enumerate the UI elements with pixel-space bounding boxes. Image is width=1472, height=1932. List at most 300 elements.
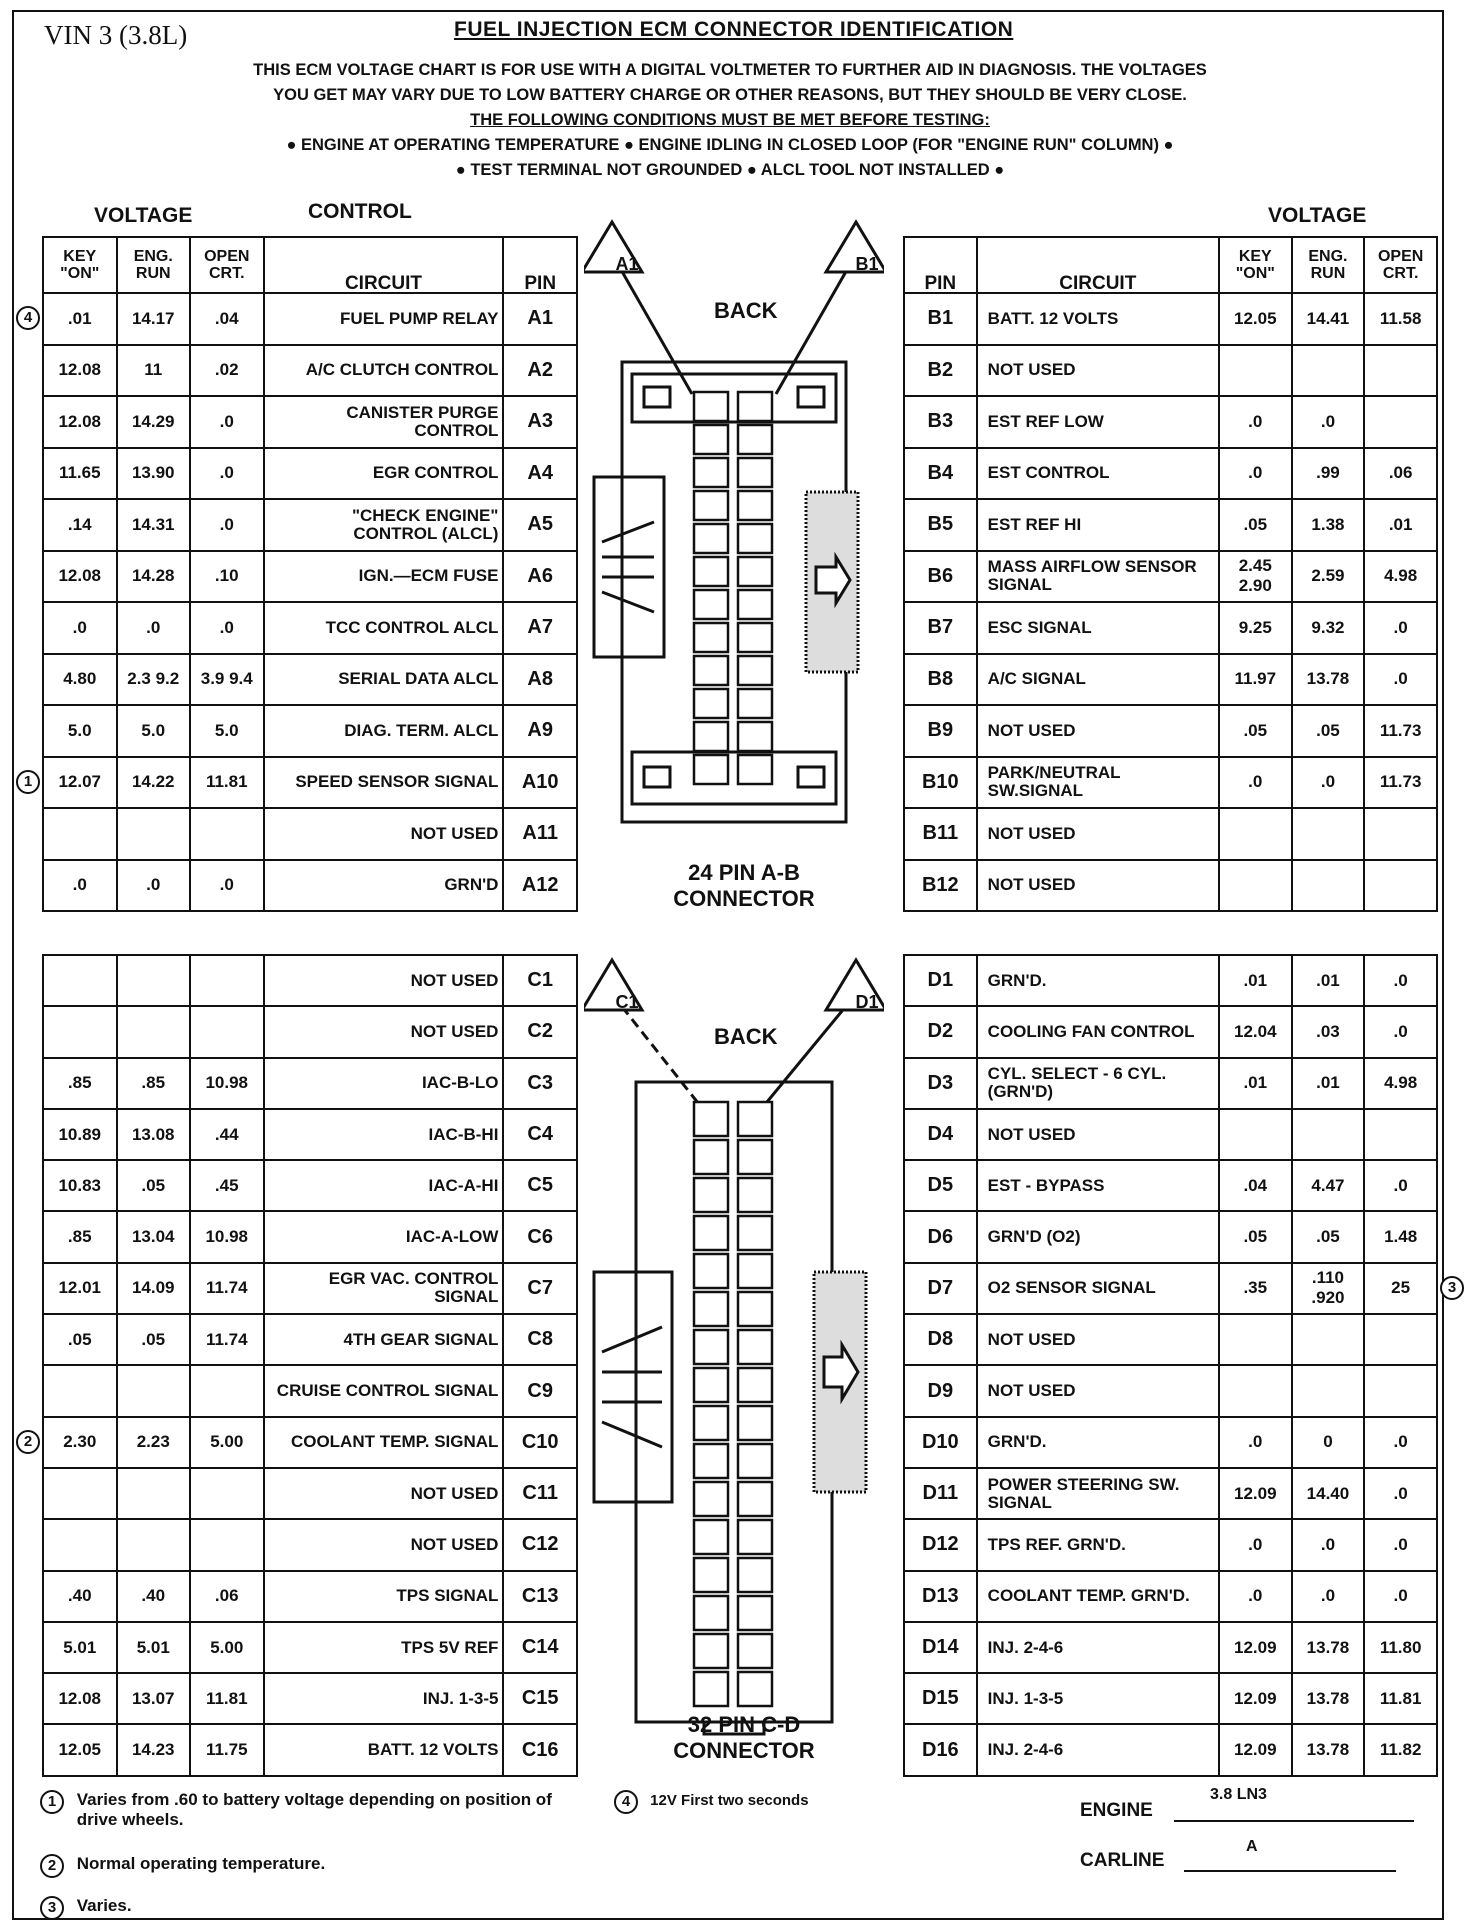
open-crt-value: .0	[1364, 1417, 1437, 1468]
key-on-value: 10.83	[43, 1160, 117, 1211]
eng-run-value: 14.28	[117, 551, 191, 603]
table-row	[43, 860, 577, 912]
key-on-value: .14	[43, 499, 117, 551]
connector-ab-pin-cell	[694, 755, 728, 784]
eng-run-value: 14.09	[117, 1263, 191, 1314]
open-crt-value	[1364, 345, 1437, 397]
col-eng-run: ENG. RUN	[117, 237, 191, 293]
key-on-value: 11.65	[43, 448, 117, 500]
carline-line	[1184, 1840, 1396, 1872]
open-crt-value: 11.80	[1364, 1622, 1437, 1673]
footnote-4	[614, 1790, 809, 1814]
open-crt-value	[190, 808, 264, 860]
connector-cd-pin-cell	[694, 1558, 728, 1592]
key-on-value: 4.80	[43, 654, 117, 706]
open-crt-value	[1364, 1365, 1437, 1416]
open-crt-value: .06	[1364, 448, 1437, 500]
table-row	[43, 1519, 577, 1570]
circuit-name: "CHECK ENGINE" CONTROL (ALCL)	[264, 499, 504, 551]
footnote-4-marker: 4	[614, 1790, 638, 1814]
open-crt-value: .0	[190, 602, 264, 654]
circuit-name: A/C CLUTCH CONTROL	[264, 345, 504, 397]
pin-id: B5	[904, 499, 977, 551]
eng-run-value: 13.08	[117, 1109, 191, 1160]
key-on-value: 12.09	[1219, 1622, 1292, 1673]
eng-run-value	[1292, 808, 1365, 860]
connector-cd-pin-cell	[738, 1520, 772, 1554]
key-on-value: .01	[43, 293, 117, 345]
table-row	[904, 1314, 1437, 1365]
connector-ab-pin-cell	[694, 656, 728, 685]
pin-id: C13	[503, 1571, 577, 1622]
open-crt-value: .0	[1364, 654, 1437, 706]
key-on-value: 12.05	[1219, 293, 1292, 345]
eng-run-value: 14.17	[117, 293, 191, 345]
intro-text	[34, 58, 1426, 183]
eng-run-value: 2.59	[1292, 551, 1365, 603]
pin-id: D11	[904, 1468, 977, 1519]
table-row	[43, 1160, 577, 1211]
circuit-name: INJ. 1-3-5	[264, 1673, 504, 1724]
table-row	[904, 654, 1437, 706]
circuit-name: BATT. 12 VOLTS	[977, 293, 1219, 345]
circled-note-marker: 2	[16, 1430, 40, 1454]
open-crt-value: .45	[190, 1160, 264, 1211]
eng-run-value: 2.23	[117, 1417, 191, 1468]
table-row	[43, 757, 577, 809]
eng-run-value	[1292, 345, 1365, 397]
table-row	[43, 1417, 577, 1468]
pin-id: A8	[503, 654, 577, 706]
col-open-crt: OPEN CRT.	[190, 237, 264, 293]
table-row	[904, 1006, 1437, 1057]
connector-cd-pin-cell	[694, 1178, 728, 1212]
key-on-value: 2.30	[43, 1417, 117, 1468]
connector-cd-body	[636, 1082, 832, 1722]
eng-run-value: 9.32	[1292, 602, 1365, 654]
col-circuit: CIRCUIT	[264, 237, 504, 293]
circuit-name: PARK/NEUTRAL SW.SIGNAL	[977, 757, 1219, 809]
table-row	[904, 602, 1437, 654]
page-title: FUEL INJECTION ECM CONNECTOR IDENTIFICATION	[454, 18, 1014, 41]
circuit-name: A/C SIGNAL	[977, 654, 1219, 706]
table-row	[904, 1263, 1437, 1314]
table-row	[904, 1519, 1437, 1570]
table-row	[43, 499, 577, 551]
key-on-value: 12.09	[1219, 1468, 1292, 1519]
key-on-value: .0	[1219, 1519, 1292, 1570]
table-row	[904, 955, 1437, 1006]
pin-id: B6	[904, 551, 977, 603]
circuit-name: NOT USED	[977, 808, 1219, 860]
connector-cd-connector: CONNECTOR	[673, 1738, 815, 1763]
eng-run-value: 13.78	[1292, 1673, 1365, 1724]
eng-run-value: .05	[117, 1160, 191, 1211]
table-row	[904, 1417, 1437, 1468]
connector-ab-pin-cell	[738, 425, 772, 454]
open-crt-value: 4.98	[1364, 1058, 1437, 1109]
circuit-name: TPS 5V REF	[264, 1622, 504, 1673]
triangle-d1-label: D1	[855, 992, 879, 1012]
voltage-header-left: VOLTAGE	[94, 204, 193, 227]
open-crt-value	[190, 1468, 264, 1519]
eng-run-value: 14.29	[117, 396, 191, 448]
eng-run-value: 14.41	[1292, 293, 1365, 345]
key-on-value: 10.89	[43, 1109, 117, 1160]
eng-run-value: .01	[1292, 1058, 1365, 1109]
connector-cd-pin-cell	[694, 1216, 728, 1250]
table-row	[904, 808, 1437, 860]
eng-run-value: 13.04	[117, 1211, 191, 1262]
table-row	[43, 1109, 577, 1160]
table-row	[43, 1211, 577, 1262]
key-on-value: .01	[1219, 1058, 1292, 1109]
circuit-name: CRUISE CONTROL SIGNAL	[264, 1365, 504, 1416]
connector-ab-pin-cell	[694, 722, 728, 751]
circuit-name: GRN'D.	[977, 1417, 1219, 1468]
open-crt-value: 11.81	[190, 757, 264, 809]
open-crt-value: .44	[190, 1109, 264, 1160]
eng-run-value: 5.0	[117, 705, 191, 757]
col-key-on: KEY "ON"	[1219, 237, 1292, 293]
key-on-value: 12.08	[43, 551, 117, 603]
connector-cd-pin-cell	[738, 1254, 772, 1288]
connector-ab-pin-cell	[738, 623, 772, 652]
open-crt-value: 11.73	[1364, 705, 1437, 757]
circuit-name: COOLANT TEMP. SIGNAL	[264, 1417, 504, 1468]
connector-ab-pin-cell	[738, 590, 772, 619]
open-crt-value: .04	[190, 293, 264, 345]
eng-run-value: .0	[1292, 1519, 1365, 1570]
pin-id: D5	[904, 1160, 977, 1211]
footnote-4-text: 12V First two seconds	[650, 1792, 809, 1809]
key-on-value: .0	[1219, 396, 1292, 448]
circuit-name: NOT USED	[264, 1006, 504, 1057]
connector-cd-pin-cell	[738, 1406, 772, 1440]
pin-id: C14	[503, 1622, 577, 1673]
open-crt-value: 3.9 9.4	[190, 654, 264, 706]
table-row	[904, 1724, 1437, 1775]
col-pin: PIN	[904, 237, 977, 293]
pin-id: C4	[503, 1109, 577, 1160]
key-on-value: .85	[43, 1211, 117, 1262]
eng-run-value	[1292, 1314, 1365, 1365]
pin-id: C1	[503, 955, 577, 1006]
open-crt-value	[1364, 1109, 1437, 1160]
open-crt-value: 11.74	[190, 1314, 264, 1365]
footnote-1-text: Varies from .60 to battery voltage depending on position of drive wheels.	[76, 1790, 552, 1829]
vin-label: VIN 3 (3.8L)	[44, 20, 188, 50]
circuit-name: NOT USED	[264, 1519, 504, 1570]
key-on-value: .0	[1219, 757, 1292, 809]
pin-id: D4	[904, 1109, 977, 1160]
key-on-value: 9.25	[1219, 602, 1292, 654]
key-on-value: 2.45 2.90	[1219, 551, 1292, 603]
circuit-name: EST CONTROL	[977, 448, 1219, 500]
eng-run-value: .05	[117, 1314, 191, 1365]
key-on-value	[43, 1519, 117, 1570]
eng-run-value: 5.01	[117, 1622, 191, 1673]
key-on-value: 12.08	[43, 345, 117, 397]
footnote-3-text: Varies.	[76, 1896, 132, 1915]
open-crt-value: 11.81	[190, 1673, 264, 1724]
pin-id: A1	[503, 293, 577, 345]
intro-line-3: THE FOLLOWING CONDITIONS MUST BE MET BEFORE TESTING:	[470, 111, 990, 129]
key-on-value	[1219, 1365, 1292, 1416]
pin-id: D8	[904, 1314, 977, 1365]
key-on-value	[43, 808, 117, 860]
circuit-name: FUEL PUMP RELAY	[264, 293, 504, 345]
open-crt-value: 10.98	[190, 1058, 264, 1109]
table-row	[43, 448, 577, 500]
pin-id: A2	[503, 345, 577, 397]
open-crt-value	[1364, 1314, 1437, 1365]
connector-ab-pin-cell	[738, 491, 772, 520]
eng-run-value: 4.47	[1292, 1160, 1365, 1211]
table-row	[904, 448, 1437, 500]
open-crt-value: .02	[190, 345, 264, 397]
intro-line-5: ● TEST TERMINAL NOT GROUNDED ● ALCL TOOL NOT INSTALLED ●	[455, 161, 1005, 179]
table-row	[904, 1365, 1437, 1416]
pin-id: D2	[904, 1006, 977, 1057]
circuit-name: POWER STEERING SW. SIGNAL	[977, 1468, 1219, 1519]
table-row	[904, 551, 1437, 603]
open-crt-value: 10.98	[190, 1211, 264, 1262]
pin-id: C9	[503, 1365, 577, 1416]
footnote-3	[40, 1896, 132, 1920]
connector-cd-pin-cell	[738, 1330, 772, 1364]
circuit-name: TPS SIGNAL	[264, 1571, 504, 1622]
eng-run-value: .40	[117, 1571, 191, 1622]
open-crt-value: .0	[190, 448, 264, 500]
eng-run-value: 13.90	[117, 448, 191, 500]
table-row	[43, 1365, 577, 1416]
table-row	[904, 1160, 1437, 1211]
circuit-name: IAC-B-LO	[264, 1058, 504, 1109]
circuit-name: EST REF LOW	[977, 396, 1219, 448]
key-on-value: 5.0	[43, 705, 117, 757]
circuit-name: MASS AIRFLOW SENSOR SIGNAL	[977, 551, 1219, 603]
table-row	[43, 1058, 577, 1109]
open-crt-value: 1.48	[1364, 1211, 1437, 1262]
eng-run-value: 2.3 9.2	[117, 654, 191, 706]
open-crt-value: .0	[1364, 1468, 1437, 1519]
pin-id: B11	[904, 808, 977, 860]
table-row	[43, 293, 577, 345]
pin-id: C5	[503, 1160, 577, 1211]
table-row	[904, 1058, 1437, 1109]
circuit-name: IAC-A-LOW	[264, 1211, 504, 1262]
pin-id: A12	[503, 860, 577, 912]
carline-label: CARLINE	[1080, 1850, 1165, 1871]
circuit-name: GRN'D (O2)	[977, 1211, 1219, 1262]
table-row	[43, 654, 577, 706]
pin-id: A7	[503, 602, 577, 654]
circuit-name: TPS REF. GRN'D.	[977, 1519, 1219, 1570]
triangle-c1-label: C1	[615, 992, 639, 1012]
table-a-pins	[42, 236, 578, 912]
eng-run-value	[1292, 1109, 1365, 1160]
open-crt-value: 11.75	[190, 1724, 264, 1775]
circuit-name: NOT USED	[264, 808, 504, 860]
connector-ab-pin-cell	[738, 722, 772, 751]
key-on-value: .04	[1219, 1160, 1292, 1211]
table-d-pins	[903, 954, 1438, 1777]
circuit-name: NOT USED	[977, 1314, 1219, 1365]
open-crt-value: .0	[1364, 1571, 1437, 1622]
connector-ab-pin-cell	[738, 689, 772, 718]
pin-id: B9	[904, 705, 977, 757]
connector-ab-pin-cell	[738, 755, 772, 784]
pin-id: A5	[503, 499, 577, 551]
pin-id: D3	[904, 1058, 977, 1109]
open-crt-value	[1364, 860, 1437, 912]
pin-id: D14	[904, 1622, 977, 1673]
intro-line-1: THIS ECM VOLTAGE CHART IS FOR USE WITH A DIGITAL VOLTMETER TO FURTHER AID IN DIAGNOSIS. THE VOLTAGES	[253, 61, 1207, 79]
eng-run-value: .99	[1292, 448, 1365, 500]
intro-line-2: YOU GET MAY VARY DUE TO LOW BATTERY CHARGE OR OTHER REASONS, BUT THEY SHOULD BE VERY CLOSE.	[273, 86, 1187, 104]
eng-run-value	[117, 808, 191, 860]
open-crt-value	[1364, 396, 1437, 448]
circuit-name: 4TH GEAR SIGNAL	[264, 1314, 504, 1365]
table-row	[43, 602, 577, 654]
connector-cd-pin-cell	[738, 1102, 772, 1136]
eng-run-value: 0	[1292, 1417, 1365, 1468]
open-crt-value: .0	[190, 396, 264, 448]
connector-cd-pin-cell	[694, 1330, 728, 1364]
key-on-value: .05	[1219, 499, 1292, 551]
connector-cd-diagram	[584, 952, 884, 1742]
key-on-value	[1219, 860, 1292, 912]
connector-cd-pin-cell	[694, 1102, 728, 1136]
table-row	[43, 1724, 577, 1775]
connector-cd-pin-cell	[694, 1634, 728, 1668]
connector-cd-pin-cell	[738, 1672, 772, 1706]
key-on-value: .05	[43, 1314, 117, 1365]
carline-value: A	[1246, 1838, 1258, 1855]
connector-cd-pin-cell	[738, 1596, 772, 1630]
open-crt-value: 4.98	[1364, 551, 1437, 603]
pin-id: D13	[904, 1571, 977, 1622]
connector-ab-pin-cell	[738, 557, 772, 586]
pin-id: B3	[904, 396, 977, 448]
connector-ab-back-label: BACK	[714, 298, 778, 323]
open-crt-value: 11.82	[1364, 1724, 1437, 1775]
connector-ab-pin-cell	[694, 458, 728, 487]
pin-id: B12	[904, 860, 977, 912]
circuit-name: CYL. SELECT - 6 CYL. (GRN'D)	[977, 1058, 1219, 1109]
circuit-name: INJ. 2-4-6	[977, 1724, 1219, 1775]
col-pin: PIN	[503, 237, 577, 293]
circuit-name: IAC-B-HI	[264, 1109, 504, 1160]
circuit-name: NOT USED	[977, 1365, 1219, 1416]
connector-cd-back-label: BACK	[714, 1024, 778, 1049]
eng-run-value	[117, 1365, 191, 1416]
circled-note-marker: 1	[16, 770, 40, 794]
eng-run-value: .0	[117, 602, 191, 654]
col-eng-run: ENG. RUN	[1292, 237, 1365, 293]
table-row	[43, 955, 577, 1006]
eng-run-value: 13.78	[1292, 654, 1365, 706]
circuit-name: GRN'D	[264, 860, 504, 912]
connector-ab-pin-cell	[694, 689, 728, 718]
pin-id: B1	[904, 293, 977, 345]
open-crt-value	[190, 1006, 264, 1057]
table-row	[904, 757, 1437, 809]
open-crt-value: 11.81	[1364, 1673, 1437, 1724]
circuit-name: O2 SENSOR SIGNAL	[977, 1263, 1219, 1314]
circuit-name: INJ. 1-3-5	[977, 1673, 1219, 1724]
key-on-value: 12.09	[1219, 1673, 1292, 1724]
key-on-value	[1219, 1314, 1292, 1365]
open-crt-value: .0	[1364, 1519, 1437, 1570]
circuit-name: BATT. 12 VOLTS	[264, 1724, 504, 1775]
key-on-value: 12.01	[43, 1263, 117, 1314]
open-crt-value	[1364, 808, 1437, 860]
circuit-name: COOLING FAN CONTROL	[977, 1006, 1219, 1057]
connector-ab-pin-cell	[694, 557, 728, 586]
connector-cd-pin-cell	[738, 1558, 772, 1592]
pin-id: A9	[503, 705, 577, 757]
eng-run-value: .110 .920	[1292, 1263, 1365, 1314]
key-on-value: .05	[1219, 705, 1292, 757]
table-row	[904, 705, 1437, 757]
table-row	[43, 396, 577, 448]
pin-id: C11	[503, 1468, 577, 1519]
circuit-name: EST - BYPASS	[977, 1160, 1219, 1211]
circuit-name: TCC CONTROL ALCL	[264, 602, 504, 654]
table-row	[43, 1006, 577, 1057]
circuit-name: EGR VAC. CONTROL SIGNAL	[264, 1263, 504, 1314]
connector-cd-name: 32 PIN C-D	[687, 1712, 801, 1737]
key-on-value: 12.04	[1219, 1006, 1292, 1057]
circuit-name: EGR CONTROL	[264, 448, 504, 500]
key-on-value	[43, 955, 117, 1006]
eng-run-value	[117, 1006, 191, 1057]
connector-ab-pin-cell	[694, 590, 728, 619]
open-crt-value: .0	[190, 860, 264, 912]
table-row	[904, 293, 1437, 345]
pin-id: C7	[503, 1263, 577, 1314]
connector-cd-pin-cell	[738, 1216, 772, 1250]
pin-id: A4	[503, 448, 577, 500]
eng-run-value: .0	[1292, 396, 1365, 448]
circuit-name: IAC-A-HI	[264, 1160, 504, 1211]
connector-cd-pin-cell	[738, 1368, 772, 1402]
connector-ab-name: 24 PIN A-B	[688, 860, 800, 885]
circuit-name: SERIAL DATA ALCL	[264, 654, 504, 706]
key-on-value: 12.07	[43, 757, 117, 809]
table-row	[904, 1571, 1437, 1622]
connector-ab-pin-cell	[738, 392, 772, 421]
connector-cd-pin-cell	[694, 1368, 728, 1402]
open-crt-value: 11.73	[1364, 757, 1437, 809]
eng-run-value: .05	[1292, 1211, 1365, 1262]
connector-cd-pin-cell	[694, 1292, 728, 1326]
pin-id: B7	[904, 602, 977, 654]
open-crt-value: 5.00	[190, 1622, 264, 1673]
eng-run-value: .0	[117, 860, 191, 912]
connector-cd-label	[614, 1712, 874, 1764]
eng-run-value: 11	[117, 345, 191, 397]
pin-id: D1	[904, 955, 977, 1006]
pin-id: C6	[503, 1211, 577, 1262]
eng-run-value	[1292, 860, 1365, 912]
connector-ab-label	[614, 860, 874, 912]
pin-id: D7	[904, 1263, 977, 1314]
table-row	[904, 1622, 1437, 1673]
table-row	[904, 1109, 1437, 1160]
